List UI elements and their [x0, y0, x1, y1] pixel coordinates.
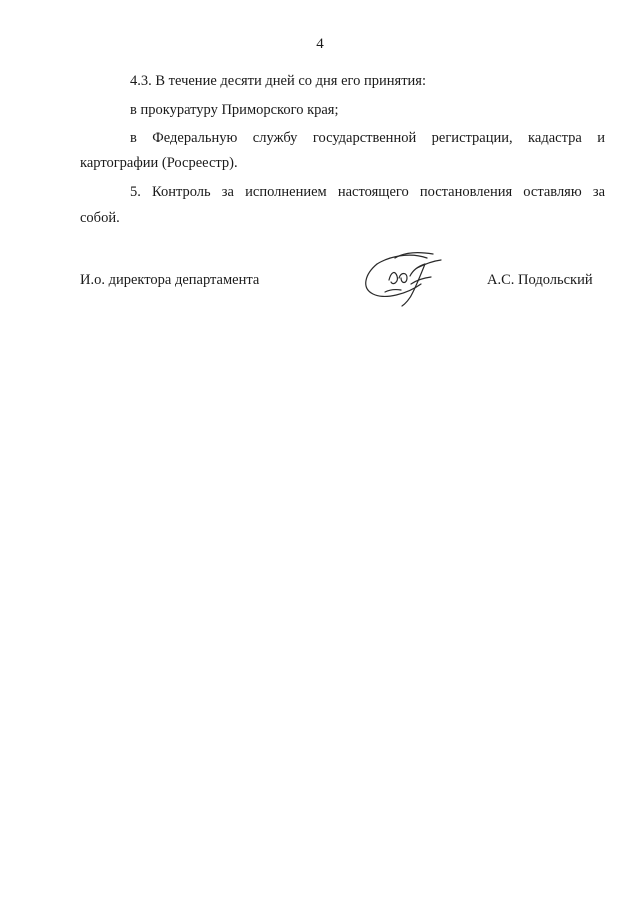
- paragraph-rosreestr-line-2: картографии (Росреестр).: [80, 155, 238, 171]
- signatory-position: И.о. директора департамента: [80, 272, 260, 288]
- page-number: 4: [316, 36, 324, 52]
- paragraph-control-line-1: 5. Контроль за исполнением настоящего постановления оставляю за: [130, 184, 605, 200]
- paragraph-rosreestr-line-1: в Федеральную службу государственной регистрации, кадастра и: [130, 130, 605, 146]
- paragraph-4-3: 4.3. В течение десяти дней со дня его принятия:: [130, 73, 426, 89]
- signatory-name: А.С. Подольский: [487, 272, 593, 288]
- handwritten-signature: [355, 244, 450, 314]
- paragraph-prosecutor: в прокуратуру Приморского края;: [130, 102, 339, 118]
- paragraph-control-line-2: собой.: [80, 210, 120, 226]
